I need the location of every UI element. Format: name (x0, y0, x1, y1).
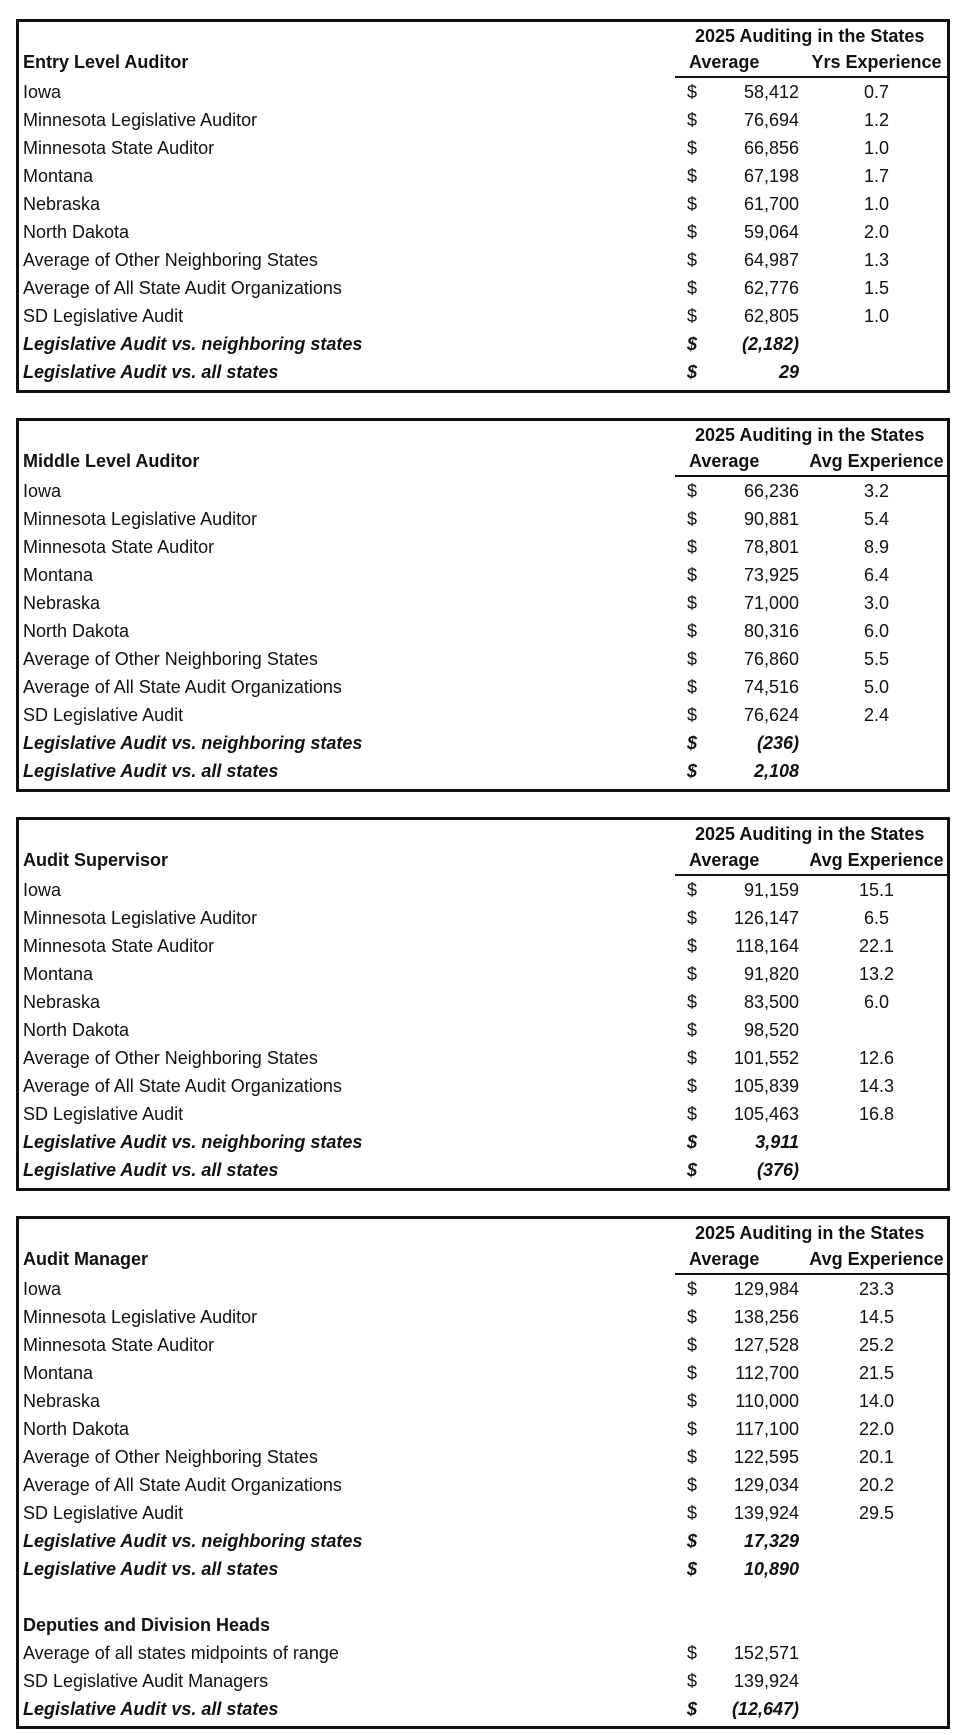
average-value: 90,881 (743, 509, 799, 529)
average-value: 152,571 (733, 1643, 799, 1663)
currency-symbol: $ (687, 880, 698, 900)
row-label: SD Legislative Audit Managers (23, 1671, 269, 1691)
comparison-row (19, 1156, 947, 1184)
average-value: 76,624 (743, 705, 799, 725)
average-header: Average (689, 52, 760, 72)
difference-value: (12,647) (731, 1699, 799, 1719)
average-value: 138,256 (733, 1307, 799, 1327)
row-label: Average of Other Neighboring States (23, 1447, 318, 1467)
currency-symbol: $ (687, 537, 698, 557)
experience-value: 1.3 (863, 250, 890, 270)
currency-symbol: $ (687, 222, 698, 242)
average-value: 62,776 (743, 278, 799, 298)
table-row (19, 1443, 947, 1471)
currency-symbol: $ (687, 908, 698, 928)
currency-symbol: $ (687, 481, 698, 501)
difference-value: 2,108 (753, 761, 799, 781)
experience-header: Avg Experience (809, 451, 944, 471)
average-value: 129,034 (733, 1475, 799, 1495)
currency-symbol: $ (687, 1447, 698, 1467)
average-value: 71,000 (743, 593, 799, 613)
experience-header: Avg Experience (809, 850, 944, 870)
average-header: Average (689, 1249, 760, 1269)
row-label: Average of All State Audit Organizations (23, 1475, 342, 1495)
average-value: 139,924 (733, 1671, 799, 1691)
difference-value: 29 (778, 362, 799, 382)
table-row (19, 106, 947, 134)
average-value: 67,198 (743, 166, 799, 186)
currency-symbol: $ (687, 992, 698, 1012)
group-header-row (19, 820, 947, 846)
table-row (19, 960, 947, 988)
comparison-label: Legislative Audit vs. neighboring states (23, 334, 363, 354)
column-header-row (19, 48, 947, 78)
table-row (19, 1303, 947, 1331)
audit-manager-table (16, 1216, 950, 1729)
difference-value: (376) (756, 1160, 799, 1180)
table-row (19, 218, 947, 246)
row-label: Minnesota State Auditor (23, 138, 215, 158)
average-value: 105,839 (733, 1076, 799, 1096)
group-header: 2025 Auditing in the States (695, 26, 925, 46)
row-label: North Dakota (23, 621, 130, 641)
subsection-title-row (19, 1611, 947, 1639)
average-value: 117,100 (735, 1419, 799, 1439)
group-header-row (19, 421, 947, 447)
currency-symbol: $ (687, 82, 698, 102)
average-value: 129,984 (733, 1279, 799, 1299)
average-value: 101,552 (733, 1048, 799, 1068)
row-label: SD Legislative Audit (23, 1503, 184, 1523)
comparison-row (19, 1527, 947, 1555)
table-row (19, 246, 947, 274)
row-label: Average of All State Audit Organizations (23, 1076, 342, 1096)
experience-value: 1.2 (863, 110, 890, 130)
section-title: Entry Level Auditor (23, 52, 189, 72)
subsection-title: Deputies and Division Heads (23, 1615, 271, 1635)
experience-value: 12.6 (858, 1048, 895, 1068)
average-value: 110,000 (735, 1391, 799, 1411)
comparison-label: Legislative Audit vs. all states (23, 1160, 279, 1180)
currency-symbol: $ (687, 621, 698, 641)
average-value: 76,694 (743, 110, 799, 130)
experience-value: 6.4 (863, 565, 890, 585)
difference-value: (236) (756, 733, 799, 753)
table-row (19, 1016, 947, 1044)
row-label: Minnesota Legislative Auditor (23, 1307, 258, 1327)
table-row (19, 302, 947, 330)
experience-value: 13.2 (858, 964, 895, 984)
average-value: 105,463 (733, 1104, 799, 1124)
average-value: 98,520 (743, 1020, 799, 1040)
table-row (19, 645, 947, 673)
experience-value: 1.7 (863, 166, 890, 186)
section-title: Audit Supervisor (23, 850, 169, 870)
table-row (19, 988, 947, 1016)
row-label: Iowa (23, 1279, 62, 1299)
currency-symbol: $ (687, 166, 698, 186)
average-value: 61,700 (743, 194, 799, 214)
currency-symbol: $ (687, 565, 698, 585)
table-row (19, 505, 947, 533)
row-label: Montana (23, 1363, 94, 1383)
row-label: Iowa (23, 481, 62, 501)
table-row (19, 134, 947, 162)
currency-symbol: $ (687, 110, 698, 130)
comparison-label: Legislative Audit vs. all states (23, 1699, 279, 1719)
experience-value: 14.5 (858, 1307, 895, 1327)
row-label: Nebraska (23, 593, 101, 613)
currency-symbol: $ (687, 593, 698, 613)
comparison-row (19, 1128, 947, 1156)
comparison-row (19, 330, 947, 358)
average-value: 91,820 (743, 964, 799, 984)
row-label: North Dakota (23, 222, 130, 242)
row-label: Minnesota Legislative Auditor (23, 908, 258, 928)
experience-value: 2.4 (863, 705, 890, 725)
comparison-row (19, 1695, 947, 1723)
experience-header: Yrs Experience (811, 52, 942, 72)
difference-value: 17,329 (743, 1531, 799, 1551)
row-label: SD Legislative Audit (23, 705, 184, 725)
experience-value: 22.1 (858, 936, 895, 956)
average-value: 73,925 (743, 565, 799, 585)
currency-symbol: $ (687, 649, 698, 669)
table-row (19, 1415, 947, 1443)
experience-value: 8.9 (863, 537, 890, 557)
row-label: Average of Other Neighboring States (23, 649, 318, 669)
currency-symbol: $ (687, 1076, 698, 1096)
experience-value: 3.0 (863, 593, 890, 613)
average-value: 76,860 (743, 649, 799, 669)
table-row (19, 673, 947, 701)
entry-level-auditor-table (16, 19, 950, 393)
row-label: Average of Other Neighboring States (23, 250, 318, 270)
experience-value: 20.2 (858, 1475, 895, 1495)
row-label: Average of all states midpoints of range (23, 1643, 339, 1663)
comparison-label: Legislative Audit vs. neighboring states (23, 1132, 363, 1152)
row-label: Minnesota State Auditor (23, 537, 215, 557)
average-value: 83,500 (743, 992, 799, 1012)
average-value: 126,147 (733, 908, 799, 928)
comparison-label: Legislative Audit vs. neighboring states (23, 1531, 363, 1551)
table-row (19, 1499, 947, 1527)
table-row (19, 1667, 947, 1695)
currency-symbol: $ (687, 1475, 698, 1495)
row-label: Montana (23, 964, 94, 984)
currency-symbol: $ (687, 1531, 698, 1551)
experience-value: 3.2 (863, 481, 890, 501)
currency-symbol: $ (687, 761, 698, 781)
comparison-row (19, 729, 947, 757)
experience-value: 14.3 (858, 1076, 895, 1096)
experience-value: 23.3 (858, 1279, 895, 1299)
currency-symbol: $ (687, 250, 698, 270)
table-row (19, 1387, 947, 1415)
experience-value: 29.5 (858, 1503, 895, 1523)
row-label: Nebraska (23, 992, 101, 1012)
table-row (19, 1044, 947, 1072)
currency-symbol: $ (687, 705, 698, 725)
row-label: North Dakota (23, 1020, 130, 1040)
row-label: SD Legislative Audit (23, 306, 184, 326)
average-header: Average (689, 850, 760, 870)
currency-symbol: $ (687, 1503, 698, 1523)
table-row (19, 477, 947, 505)
audit-supervisor-table (16, 817, 950, 1191)
row-label: Nebraska (23, 194, 101, 214)
average-value: 80,316 (743, 621, 799, 641)
row-label: Minnesota State Auditor (23, 1335, 215, 1355)
comparison-row (19, 1555, 947, 1583)
experience-value: 25.2 (858, 1335, 895, 1355)
currency-symbol: $ (687, 362, 698, 382)
experience-value: 16.8 (858, 1104, 895, 1124)
experience-value: 14.0 (858, 1391, 895, 1411)
average-value: 91,159 (743, 880, 799, 900)
currency-symbol: $ (687, 278, 698, 298)
comparison-row (19, 757, 947, 785)
section-title: Middle Level Auditor (23, 451, 200, 471)
group-header: 2025 Auditing in the States (695, 824, 925, 844)
average-value: 64,987 (743, 250, 799, 270)
table-row (19, 78, 947, 106)
experience-value: 1.0 (863, 306, 890, 326)
table-row (19, 617, 947, 645)
table-row (19, 1471, 947, 1499)
currency-symbol: $ (687, 733, 698, 753)
experience-value: 5.0 (863, 677, 890, 697)
column-header-row (19, 846, 947, 876)
row-label: Nebraska (23, 1391, 101, 1411)
currency-symbol: $ (687, 964, 698, 984)
section-title: Audit Manager (23, 1249, 149, 1269)
currency-symbol: $ (687, 1671, 698, 1691)
currency-symbol: $ (687, 1160, 698, 1180)
experience-value: 6.5 (863, 908, 890, 928)
row-label: Iowa (23, 880, 62, 900)
currency-symbol: $ (687, 1391, 698, 1411)
table-row (19, 1331, 947, 1359)
group-header: 2025 Auditing in the States (695, 425, 925, 445)
spacer (19, 1583, 947, 1611)
average-value: 66,856 (743, 138, 799, 158)
currency-symbol: $ (687, 138, 698, 158)
experience-value: 0.7 (863, 82, 890, 102)
experience-value: 1.0 (863, 138, 890, 158)
comparison-label: Legislative Audit vs. neighboring states (23, 733, 363, 753)
currency-symbol: $ (687, 194, 698, 214)
group-header: 2025 Auditing in the States (695, 1223, 925, 1243)
row-label: SD Legislative Audit (23, 1104, 184, 1124)
currency-symbol: $ (687, 1335, 698, 1355)
column-header-row (19, 447, 947, 477)
experience-value: 6.0 (863, 992, 890, 1012)
table-row (19, 589, 947, 617)
experience-value: 1.0 (863, 194, 890, 214)
currency-symbol: $ (687, 1132, 698, 1152)
group-header-row (19, 22, 947, 48)
currency-symbol: $ (687, 1419, 698, 1439)
row-label: Montana (23, 565, 94, 585)
row-label: Minnesota Legislative Auditor (23, 110, 258, 130)
average-header: Average (689, 451, 760, 471)
table-row (19, 561, 947, 589)
currency-symbol: $ (687, 1048, 698, 1068)
experience-value: 5.5 (863, 649, 890, 669)
average-value: 59,064 (743, 222, 799, 242)
average-value: 118,164 (735, 936, 799, 956)
table-row (19, 190, 947, 218)
currency-symbol: $ (687, 1307, 698, 1327)
row-label: Iowa (23, 82, 62, 102)
average-value: 139,924 (733, 1503, 799, 1523)
row-label: Minnesota State Auditor (23, 936, 215, 956)
experience-value: 15.1 (858, 880, 895, 900)
row-label: North Dakota (23, 1419, 130, 1439)
row-label: Montana (23, 166, 94, 186)
currency-symbol: $ (687, 1020, 698, 1040)
currency-symbol: $ (687, 1643, 698, 1663)
comparison-row (19, 358, 947, 386)
experience-value: 21.5 (858, 1363, 895, 1383)
row-label: Minnesota Legislative Auditor (23, 509, 258, 529)
table-row (19, 932, 947, 960)
average-value: 122,595 (733, 1447, 799, 1467)
comparison-label: Legislative Audit vs. all states (23, 1559, 279, 1579)
table-row (19, 162, 947, 190)
middle-level-auditor-table (16, 418, 950, 792)
table-row (19, 1359, 947, 1387)
currency-symbol: $ (687, 936, 698, 956)
column-header-row (19, 1245, 947, 1275)
currency-symbol: $ (687, 677, 698, 697)
average-value: 62,805 (743, 306, 799, 326)
table-row (19, 274, 947, 302)
currency-symbol: $ (687, 306, 698, 326)
average-value: 78,801 (743, 537, 799, 557)
experience-value: 22.0 (858, 1419, 895, 1439)
table-row (19, 533, 947, 561)
table-row (19, 1275, 947, 1303)
difference-value: (2,182) (741, 334, 799, 354)
experience-value: 1.5 (863, 278, 890, 298)
currency-symbol: $ (687, 509, 698, 529)
currency-symbol: $ (687, 1363, 698, 1383)
experience-value: 20.1 (858, 1447, 895, 1467)
average-value: 112,700 (735, 1363, 799, 1383)
currency-symbol: $ (687, 1279, 698, 1299)
table-row (19, 1639, 947, 1667)
experience-header: Avg Experience (809, 1249, 944, 1269)
comparison-label: Legislative Audit vs. all states (23, 761, 279, 781)
row-label: Average of All State Audit Organizations (23, 278, 342, 298)
experience-value: 2.0 (863, 222, 890, 242)
average-value: 127,528 (733, 1335, 799, 1355)
comparison-label: Legislative Audit vs. all states (23, 362, 279, 382)
currency-symbol: $ (687, 1559, 698, 1579)
experience-value: 5.4 (863, 509, 890, 529)
difference-value: 10,890 (743, 1559, 799, 1579)
average-value: 58,412 (743, 82, 799, 102)
table-row (19, 904, 947, 932)
average-value: 74,516 (743, 677, 799, 697)
table-row (19, 1072, 947, 1100)
currency-symbol: $ (687, 334, 698, 354)
average-value: 66,236 (743, 481, 799, 501)
currency-symbol: $ (687, 1104, 698, 1124)
difference-value: 3,911 (755, 1132, 799, 1152)
table-row (19, 701, 947, 729)
row-label: Average of All State Audit Organizations (23, 677, 342, 697)
currency-symbol: $ (687, 1699, 698, 1719)
group-header-row (19, 1219, 947, 1245)
table-row (19, 876, 947, 904)
row-label: Average of Other Neighboring States (23, 1048, 318, 1068)
table-row (19, 1100, 947, 1128)
experience-value: 6.0 (863, 621, 890, 641)
